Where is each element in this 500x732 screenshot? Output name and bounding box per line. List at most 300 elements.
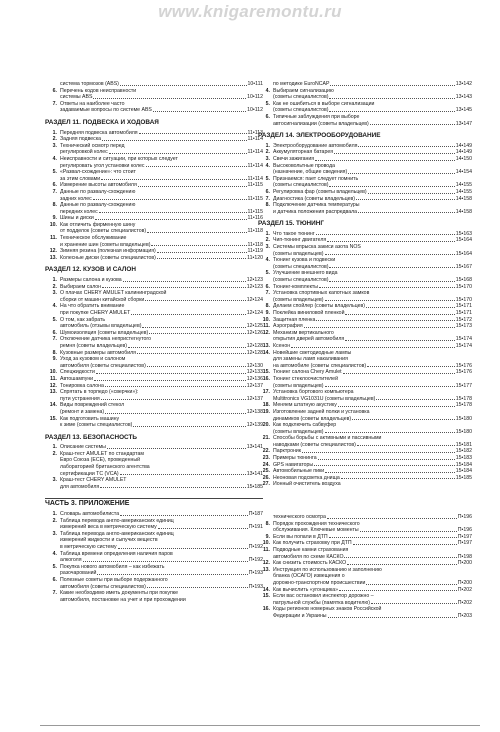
toc-item — [45, 376, 263, 383]
dot-leader — [329, 277, 454, 282]
page-number: 10•112 — [247, 107, 263, 114]
item-body — [273, 237, 472, 244]
toc-entry-text: Колесные диски (советы специалистов) — [60, 254, 156, 261]
toc-item — [258, 317, 472, 324]
page-number: 11•119 — [247, 248, 263, 255]
dot-leader — [325, 429, 455, 434]
toc-entry-text: Евро Союза (ECE), проведенный — [60, 457, 140, 464]
toc-entry-text: (советы специалистов) — [273, 94, 329, 101]
toc-item — [45, 222, 263, 235]
toc-entry-text: Подводные камни страхования — [273, 547, 349, 553]
dot-leader — [120, 471, 246, 476]
toc-item — [45, 277, 263, 284]
item-body — [60, 376, 263, 383]
page-number: 15•185 — [455, 474, 472, 481]
toc-line — [273, 455, 472, 462]
toc-item — [258, 101, 472, 114]
item-number: 5. — [52, 316, 57, 323]
toc-entry-text: Шины и диски — [60, 215, 94, 222]
item-body — [60, 416, 263, 429]
item-number: 5. — [265, 175, 270, 182]
dot-leader — [95, 215, 247, 220]
section-heading: РАЗДЕЛ 15. ТЮНИНГ — [258, 220, 324, 228]
toc-line — [60, 215, 263, 222]
item-number: 6. — [52, 329, 57, 336]
toc-entry-text: Системы впрыска закиси азота NOS — [273, 244, 361, 251]
item-body — [60, 182, 263, 189]
toc-entry-text: Отключение датчика непристегнутого — [60, 336, 152, 343]
toc-continuation — [45, 81, 263, 88]
toc-item — [45, 383, 263, 390]
toc-item — [45, 143, 263, 156]
item-number: 6. — [52, 87, 57, 94]
item-number: 3. — [52, 530, 57, 537]
dot-leader — [376, 396, 454, 401]
dot-leader — [315, 156, 455, 161]
item-number: 11. — [50, 235, 57, 242]
toc-entry-text: наводками (советы специалистов) — [273, 441, 356, 448]
toc-entry-text: передних колес — [60, 208, 98, 215]
toc-continuation — [258, 514, 472, 521]
item-body — [273, 202, 472, 215]
toc-line — [60, 444, 263, 451]
page-number: 11•114 — [247, 136, 263, 143]
toc-entry-text: Коды регионов номерных знаков Российской — [273, 606, 382, 613]
toc-item — [45, 182, 263, 189]
item-body — [60, 130, 263, 137]
toc-entry-text: открытия дверей автомобиля — [273, 336, 345, 343]
item-body — [273, 303, 472, 310]
toc-entry-text: пути устранения — [60, 395, 100, 402]
toc-entry-text: (советы специалистов) — [273, 263, 329, 270]
dot-leader — [329, 94, 454, 99]
toc-line — [60, 163, 263, 170]
section-heading: РАЗДЕЛ 11. ПОДВЕСКА И ХОДОВАЯ — [45, 118, 159, 126]
item-number: 7. — [52, 188, 57, 195]
toc-entry-text: Как подготовить машину — [60, 415, 120, 422]
toc-entry-text: Диагностика (советы владельцев) — [273, 195, 356, 202]
toc-entry-text: Как подключить сабвуфер — [273, 422, 337, 429]
dot-leader — [328, 613, 457, 618]
dot-leader — [123, 277, 246, 282]
item-body — [60, 356, 263, 369]
dot-leader — [339, 587, 457, 592]
dot-leader — [329, 182, 454, 187]
toc-line — [273, 462, 472, 469]
item-body — [273, 547, 472, 560]
toc-entry-text: Тюнинг салона Chery Amulet — [273, 369, 342, 376]
toc-item — [258, 547, 472, 560]
toc-continuation — [258, 81, 472, 88]
page-number: 12•138 — [246, 408, 263, 415]
item-body — [60, 303, 263, 316]
toc-entry-text: Виды повреждений стекол — [60, 402, 125, 409]
page-number: 12•124 — [246, 310, 263, 316]
item-number: 1. — [52, 444, 57, 451]
item-number: 4. — [265, 162, 270, 169]
dot-leader — [157, 248, 247, 253]
dot-leader — [358, 209, 455, 214]
toc-line — [60, 196, 263, 203]
item-body — [273, 343, 472, 350]
toc-item — [258, 462, 472, 469]
item-number: 2. — [52, 517, 57, 524]
toc-item — [45, 518, 263, 531]
page-number: 13•145 — [455, 107, 472, 114]
page-number: 15•163 — [455, 230, 472, 237]
item-body — [60, 255, 263, 262]
toc-left-column — [45, 81, 263, 603]
item-body — [273, 369, 472, 376]
toc-entry-text: Делаем спойлер (советы владельцев) — [273, 303, 365, 310]
page-number: П•197 — [457, 540, 472, 547]
item-body — [273, 270, 472, 283]
dot-leader — [99, 209, 247, 214]
page-number: 15•178 — [455, 402, 472, 409]
item-body — [60, 477, 263, 490]
page-number: 15•174 — [455, 342, 472, 349]
item-number: 8. — [265, 303, 270, 310]
item-number: 22. — [262, 448, 270, 455]
page-number: 15•164 — [455, 237, 472, 244]
item-number: 9. — [265, 533, 270, 540]
toc-item — [45, 235, 263, 248]
toc-entry-text: Автошампуни — [60, 375, 94, 382]
item-body — [273, 88, 472, 101]
dot-leader — [371, 600, 457, 605]
site-watermark: www.knigaremontu.ru — [158, 2, 342, 21]
toc-entry-text: Установка спортивных капотных замков — [273, 290, 370, 297]
toc-entry-text: (советы специалистов) — [273, 277, 329, 284]
toc-line — [273, 323, 472, 330]
toc-entry-text: Как не ошибиться в выборе сигнализации — [273, 100, 375, 107]
item-number: 6. — [265, 113, 270, 120]
toc-item — [258, 593, 472, 606]
toc-entry-text: Тонировка салона — [60, 382, 104, 389]
toc-item — [258, 606, 472, 619]
page-number: 14•149 — [455, 149, 472, 156]
toc-item — [258, 202, 472, 215]
toc-entry-text: системы ABS — [60, 94, 93, 101]
toc-line — [273, 94, 472, 101]
item-number: 26. — [262, 474, 270, 481]
dot-leader — [147, 228, 246, 233]
item-body — [273, 176, 472, 189]
dot-leader — [131, 310, 245, 315]
item-number: 11. — [263, 547, 270, 553]
page-number: 11•115 — [247, 208, 263, 215]
page-number: П•202 — [457, 586, 472, 593]
item-body — [273, 257, 472, 270]
toc-entry-text: Ионный очиститель воздуха — [273, 481, 341, 488]
toc-entry-text: Высоковольтные провода — [273, 162, 335, 169]
page-number: 15•167 — [455, 263, 472, 270]
item-number: 5. — [52, 563, 57, 570]
dot-leader — [368, 189, 455, 194]
toc-entry-text: Свечи зажигания — [273, 155, 315, 162]
toc-item — [45, 290, 263, 303]
toc-entry-text: от подделок (советы специалистов) — [60, 228, 147, 235]
page-number: 12•133 — [246, 369, 263, 376]
page-bottom-rule — [40, 725, 480, 726]
toc-entry-text: (советы специалистов) — [273, 182, 329, 189]
dot-leader — [325, 251, 455, 256]
toc-line — [60, 107, 263, 114]
dot-leader — [341, 475, 455, 480]
toc-item — [258, 244, 472, 257]
toc-entry-text: Зимняя резина (полезная информация) — [60, 248, 156, 255]
item-body — [60, 169, 263, 182]
toc-line — [273, 196, 472, 203]
toc-entry-text: Спрятать в торпедо («сверчки»): — [60, 389, 139, 396]
toc-line — [273, 481, 472, 488]
item-body — [60, 277, 263, 284]
toc-entry-text: Улучшение внешнего вида — [273, 270, 338, 277]
toc-item — [258, 270, 472, 283]
toc-item — [258, 88, 472, 101]
item-number: 2. — [52, 136, 57, 143]
toc-line — [273, 182, 472, 189]
item-number: 17. — [262, 389, 270, 396]
item-number: 10. — [49, 221, 57, 228]
item-number: 5. — [52, 169, 57, 176]
item-number: 24. — [262, 461, 270, 468]
item-number: 13. — [49, 254, 57, 261]
page-number: 15•181 — [455, 441, 472, 448]
toc-entry-text: Измерение высоты автомобиля — [60, 182, 137, 189]
toc-line — [60, 182, 263, 189]
page-number: П•196 — [457, 514, 472, 521]
toc-entry-text: Способы борьбы с активными и пассивными — [273, 435, 382, 442]
page-number: П•191 — [248, 524, 263, 531]
item-body — [60, 350, 263, 357]
toc-entry-text: в метрическую систему — [60, 544, 117, 550]
toc-entry-text: Какие необходимо иметь документы при покупке — [60, 590, 178, 597]
toc-entry-text: Краш-тест CHERY AMULET — [60, 477, 127, 484]
toc-line — [273, 310, 472, 317]
toc-line — [273, 363, 472, 370]
toc-item — [45, 416, 263, 429]
toc-line — [273, 343, 472, 350]
dot-leader — [356, 196, 455, 201]
page-number: 14•158 — [455, 195, 472, 202]
item-body — [273, 310, 472, 317]
item-number: 5. — [265, 270, 270, 277]
item-body — [60, 222, 263, 235]
page-number: 15•183 — [455, 455, 472, 462]
item-number: 13. — [262, 566, 270, 573]
page-number: 14•154 — [455, 169, 472, 176]
toc-item — [258, 176, 472, 189]
toc-item — [45, 531, 263, 551]
item-body — [60, 402, 263, 415]
toc-entry-text: GPS навигаторы — [273, 461, 314, 468]
page-number: 14•155 — [455, 188, 472, 195]
item-body — [273, 376, 472, 389]
dot-leader — [101, 396, 246, 401]
toc-entry-text: Электрооборудование автомобиля — [273, 142, 358, 149]
toc-line — [60, 330, 263, 337]
dot-leader — [316, 317, 454, 322]
toc-entry-text: Если вы попали в ДТП — [273, 533, 328, 540]
dot-leader — [329, 264, 454, 269]
toc-line — [273, 396, 472, 403]
item-body — [273, 534, 472, 541]
toc-line — [60, 228, 263, 235]
dot-leader — [151, 242, 246, 247]
toc-item — [258, 149, 472, 156]
toc-entry-text: Размеры салона и кузова — [60, 277, 122, 284]
toc-line — [60, 310, 263, 317]
toc-entry-text: автомобиля по схеме КАСКО — [273, 553, 344, 560]
page-number: 13•143 — [455, 94, 472, 101]
dot-leader — [347, 560, 457, 565]
toc-line — [273, 534, 472, 541]
toc-entry-text: к зиме (советы специалистов) — [60, 422, 133, 429]
section-heading: РАЗДЕЛ 13. БЕЗОПАСНОСТЬ — [45, 433, 138, 441]
toc-item — [258, 587, 472, 594]
page-number: П•192 — [248, 557, 263, 564]
dot-leader — [338, 402, 455, 407]
toc-line — [273, 383, 472, 390]
item-body — [273, 560, 472, 567]
column-gap — [258, 488, 472, 514]
item-body — [60, 202, 263, 215]
item-number: 4. — [52, 155, 57, 162]
page-number: 12•128 — [246, 349, 263, 356]
item-number: 6. — [265, 188, 270, 195]
toc-entry-text: Данные по развалу-схождению — [60, 188, 136, 195]
item-body — [60, 551, 263, 564]
toc-entry-text: (ремонт и замена) — [60, 408, 105, 415]
item-body — [60, 389, 263, 402]
item-number: 3. — [265, 244, 270, 251]
page-number: 12•139 — [246, 422, 263, 429]
item-number: 3. — [52, 477, 57, 484]
page-number: П•193 — [248, 583, 263, 590]
toc-item — [45, 477, 263, 490]
page-number: П•197 — [457, 533, 472, 540]
dot-leader — [153, 107, 246, 112]
page-number: 11•115 — [247, 195, 263, 202]
page-number: 12•136 — [246, 375, 263, 382]
toc-item — [45, 255, 263, 262]
item-body — [273, 455, 472, 462]
page-number: 12•130 — [246, 362, 263, 369]
toc-line — [60, 363, 263, 370]
item-number: 12. — [49, 248, 57, 255]
toc-right-column — [258, 81, 472, 620]
toc-entry-text: Примеры тюнинга — [273, 455, 317, 462]
page-number: 15•170 — [455, 283, 472, 290]
toc-entry-text: Поклейка виниловой пленкой — [273, 310, 345, 316]
toc-line — [273, 613, 472, 620]
page-number: 15•174 — [455, 336, 472, 343]
page-number: П•196 — [457, 527, 472, 534]
item-body — [60, 577, 263, 590]
item-number: 2. — [52, 283, 57, 290]
toc-entry-text: (советы владельцев) — [273, 382, 324, 389]
page-number: 12•137 — [246, 382, 263, 389]
page-number: 11•118 — [247, 241, 263, 248]
toc-item — [258, 540, 472, 547]
toc-item — [45, 590, 263, 603]
toc-line — [60, 570, 263, 577]
toc-entry-text: Парктроник — [273, 448, 302, 455]
toc-entry-text: сборки от машин китайской сборки — [60, 296, 145, 303]
dot-leader — [133, 422, 245, 427]
page-number: П•192 — [248, 544, 263, 550]
toc-line — [273, 527, 472, 534]
toc-line — [273, 149, 472, 156]
item-number: 9. — [52, 356, 57, 363]
toc-entry-text: Тюнинг-комплекты — [273, 283, 319, 290]
toc-line — [273, 560, 472, 567]
item-body — [273, 101, 472, 114]
toc-item — [258, 409, 472, 422]
page-number: 15•177 — [455, 382, 472, 389]
dot-leader — [96, 369, 246, 374]
toc-line — [273, 277, 472, 284]
toc-item — [258, 567, 472, 587]
toc-entry-text: на автомобиле (советы специалистов) — [273, 362, 367, 369]
page-number: 13•147 — [455, 120, 472, 127]
item-number: 15. — [262, 369, 270, 376]
toc-entry-text: Порядок прохождения технического — [273, 520, 360, 527]
toc-entry-text: Техническое обслуживание — [60, 235, 127, 242]
toc-entry-text: система тормозов (ABS) — [60, 81, 119, 87]
toc-entry-text: Чип-тюнинг двигателя — [273, 237, 327, 244]
item-body — [273, 143, 472, 150]
toc-entry-text: О том, как забрать — [60, 316, 106, 323]
toc-entry-text: Автомобильные пики — [273, 468, 325, 475]
toc-entry-text: технического осмотра — [273, 514, 326, 521]
toc-line — [60, 94, 263, 101]
dot-leader — [343, 369, 455, 374]
toc-item — [258, 560, 472, 567]
page-number: П•187 — [248, 511, 263, 518]
dot-leader — [353, 540, 457, 545]
item-body — [60, 317, 263, 330]
item-number: 10. — [49, 369, 57, 376]
toc-line — [273, 448, 472, 455]
item-number: 6. — [52, 182, 57, 189]
toc-entry-text: Ксенон — [273, 342, 291, 349]
toc-entry-text: Подключение датчика температуры — [273, 202, 360, 209]
dot-leader — [102, 284, 246, 289]
dot-leader — [128, 343, 246, 348]
toc-item — [45, 444, 263, 451]
dot-leader — [83, 557, 248, 562]
toc-line — [60, 544, 263, 551]
toc-entry-text: задаваемые вопросы по системе ABS — [60, 107, 152, 114]
item-body — [60, 143, 263, 156]
item-number: 16. — [262, 606, 270, 613]
toc-entry-text: Что такое тюнинг — [273, 230, 315, 237]
dot-leader — [319, 284, 455, 289]
toc-item — [258, 303, 472, 310]
item-body — [273, 330, 472, 343]
page-number: 10•111 — [247, 81, 263, 87]
toc-item — [258, 350, 472, 370]
page-number: 12•137 — [246, 395, 263, 402]
toc-line — [273, 209, 472, 216]
toc-entry-text: Данные по развалу-схождению — [60, 202, 136, 209]
toc-entry-text: лабораторией британского агентства — [60, 464, 150, 471]
toc-entry-text: «Развал-схождение»: что стоит — [60, 169, 136, 176]
item-number: 14. — [262, 586, 270, 593]
dot-leader — [316, 231, 455, 236]
